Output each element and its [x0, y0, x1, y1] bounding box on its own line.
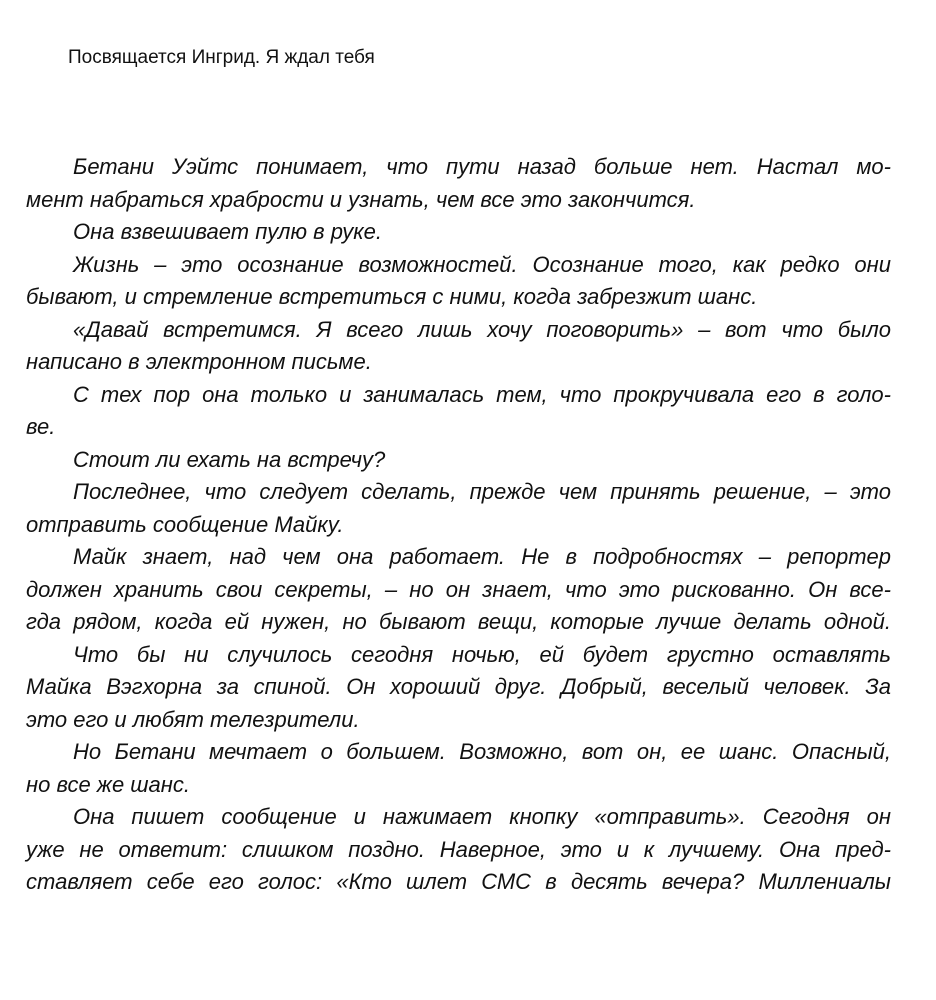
text-line: Что бы ни случилось сегодня ночью, ей будет грустно оставлять — [73, 641, 891, 667]
text-line: Она взвешивает пулю в руке. — [73, 219, 382, 244]
text-line: Майка Вэгхорна за спиной. Он хороший друг. Добрый, веселый человек. За — [26, 674, 891, 699]
text-line: гда рядом, когда ей нужен, но бывают вещи, которые лучше делать одной. — [26, 609, 891, 634]
dedication: Посвящается Ингрид. Я ждал тебя — [68, 47, 375, 68]
text-line: Стоит ли ехать на встречу? — [73, 446, 386, 472]
text-line: это его и любят телезрители. — [26, 706, 360, 732]
chapter-text — [26, 151, 891, 899]
text-line: мент набраться храбрости и узнать, чем все это закончится. — [26, 186, 696, 212]
text-line: Она пишет сообщение и нажимает кнопку «отправить». Сегодня он — [73, 804, 891, 829]
text-line: ставляет себе его голос: «Кто шлет СМС в десять вечера? Миллениалы — [26, 869, 891, 894]
text-line: «Давай встретимся. Я всего лишь хочу поговорить» – вот что было — [73, 316, 891, 342]
text-line: должен хранить свои секреты, – но он знает, что это рискованно. Он все- — [26, 576, 891, 602]
text-line: ве. — [26, 414, 56, 439]
text-line: Последнее, что следует сделать, прежде чем принять решение, – это — [73, 479, 891, 504]
text-line: Жизнь – это осознание возможностей. Осознание того, как редко они — [73, 251, 891, 277]
text-line: написано в электронном письме. — [26, 349, 372, 374]
text-line: Майк знает, над чем она работает. Не в подробностях – репортер — [73, 544, 891, 569]
text-line: отправить сообщение Майку. — [26, 511, 344, 537]
text-line: Но Бетани мечтает о большем. Возможно, вот он, ее шанс. Опасный, — [73, 739, 891, 764]
text-line: С тех пор она только и занималась тем, что прокручивала его в голо- — [73, 381, 891, 407]
text-line: Бетани Уэйтс понимает, что пути назад больше нет. Настал мо- — [73, 154, 891, 179]
text-line: бывают, и стремление встретиться с ними, когда забрезжит шанс. — [26, 284, 758, 309]
text-line: уже не ответит: слишком поздно. Наверное, это и к лучшему. Она пред- — [26, 836, 891, 862]
text-line: но все же шанс. — [26, 771, 191, 797]
